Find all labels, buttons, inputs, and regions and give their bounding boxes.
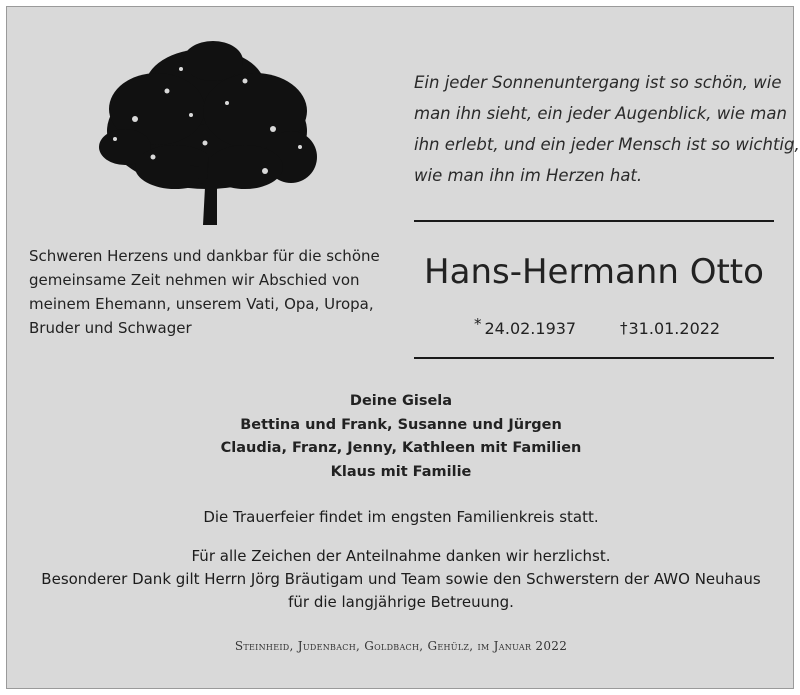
memorial-quote [414, 67, 800, 191]
thanks-line: für die langjährige Betreuung. [288, 593, 514, 611]
divider-top [414, 220, 774, 222]
intro-line: meinem Ehemann, unserem Vati, Opa, Uropa, [29, 295, 374, 313]
thanks-line: Besonderer Dank gilt Herrn Jörg Bräutigam und Team sowie den Schwerstern der AWO Neuhaus [41, 570, 761, 588]
death-date [620, 319, 720, 338]
tree-icon [95, 39, 321, 225]
thanks-text [7, 545, 795, 614]
deceased-name: Hans-Hermann Otto [424, 252, 764, 292]
divider-bottom [414, 357, 774, 359]
quote-line: Ein jeder Sonnenuntergang ist so schön, wie [414, 73, 782, 92]
places-and-date: Steinheid, Judenbach, Goldbach, Gehülz, im Januar 2022 [234, 639, 568, 653]
death-cross-icon: † [620, 319, 628, 337]
life-dates [414, 315, 774, 347]
birth-date [474, 315, 577, 338]
birth-date-value: 24.02.1937 [484, 319, 577, 338]
intro-line: gemeinsame Zeit nehmen wir Abschied von [29, 271, 360, 289]
birth-star-icon: * [474, 315, 482, 333]
mourner-line: Claudia, Franz, Jenny, Kathleen mit Familien [220, 440, 582, 456]
quote-line: ihn erlebt, und ein jeder Mensch ist so wichtig, [414, 135, 800, 154]
mourners-list [7, 390, 795, 484]
thanks-line: Für alle Zeichen der Anteilnahme danken wir herzlichst. [191, 547, 611, 565]
death-date-value: 31.01.2022 [628, 319, 721, 338]
mourner-line: Klaus mit Familie [330, 463, 472, 480]
intro-line: Schweren Herzens und dankbar für die schöne [29, 247, 380, 265]
intro-line: Bruder und Schwager [29, 319, 192, 337]
intro-text [29, 244, 399, 340]
mourner-line: Deine Gisela [349, 393, 453, 409]
ceremony-note: Die Trauerfeier findet im engsten Familienkreis statt. [203, 508, 599, 526]
quote-line: wie man ihn im Herzen hat. [414, 166, 643, 185]
mourner-line: Bettina und Frank, Susanne und Jürgen [240, 416, 562, 433]
quote-line: man ihn sieht, ein jeder Augenblick, wie man [414, 104, 787, 123]
obituary-notice [6, 6, 800, 689]
